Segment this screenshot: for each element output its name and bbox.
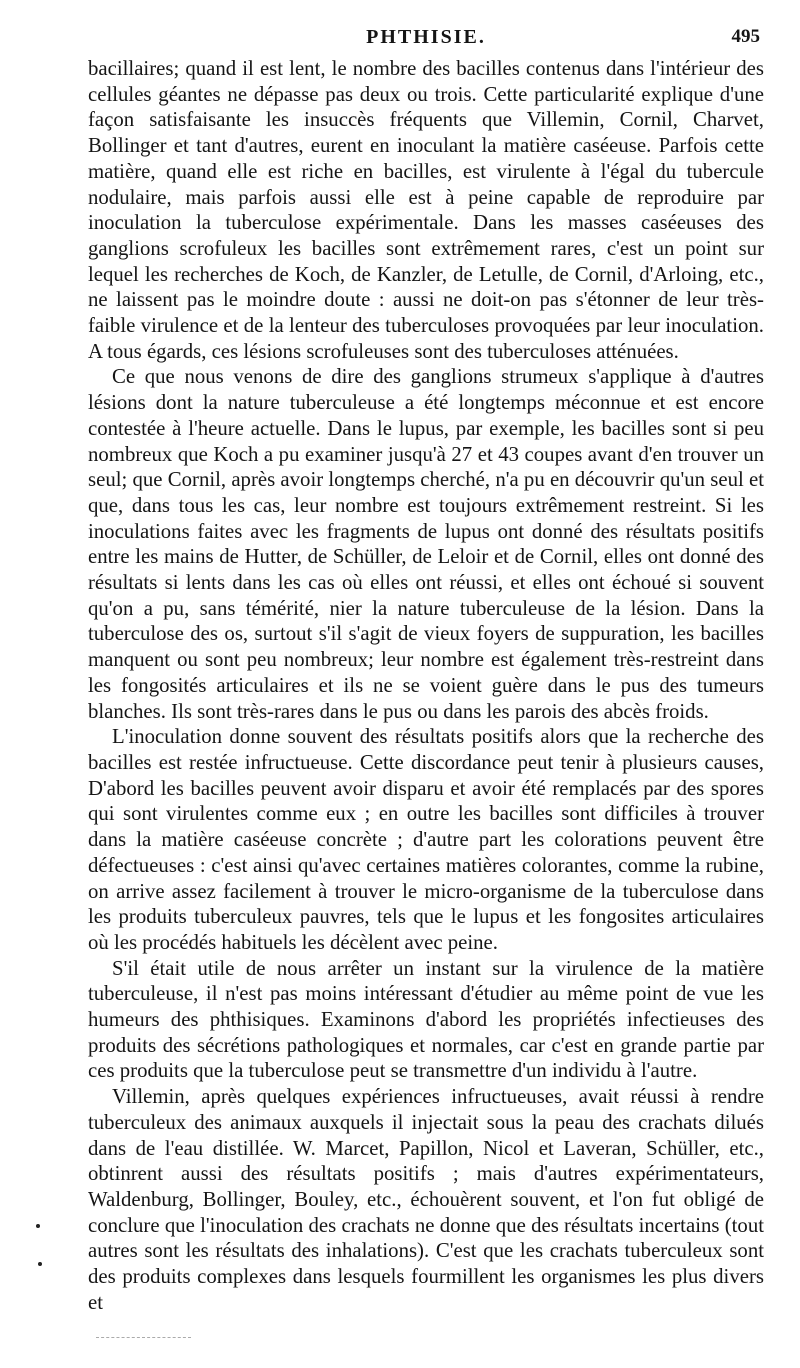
page-number: 495 (731, 26, 760, 47)
running-title: PHTHISIE. (366, 26, 486, 48)
page-edge-mark (96, 1337, 191, 1338)
margin-speck (36, 1224, 40, 1228)
paragraph: S'il était utile de nous arrêter un instant sur la virulence de la matière tuberculeuse, il n'est pas moins intéressant d'étudier au même point de vue les humeurs des phthisiques. Examinons d'abord les propriétés infectieuses des produits des sécrétions pathologiques et normales, car c'est en grande partie par ces produits que la tuberculose peut se transmettre d'un individu à l'autre. (88, 956, 764, 1083)
paragraph: L'inoculation donne souvent des résultats positifs alors que la recherche des bacilles est restée infructueuse. Cette discordance peut tenir à plusieurs causes, D'abord les bacilles peuvent avoir disparu et avoir été remplacés par des spores qui sont virulentes comme eux ; en outre les bacilles sont difficiles à trouver dans la matière caséeuse concrète ; d'autre part les colorations peuvent être défectueuses : c'est ainsi qu'avec certaines matières colorantes, comme la rubine, on arrive assez facilement à trouver le micro-organisme de la tuberculose dans les produits tuberculeux pauvres, tels que le lupus et les fongosites articulaires où les procédés habituels les décèlent avec peine. (88, 725, 764, 954)
running-head (88, 26, 764, 52)
paragraph: Ce que nous venons de dire des ganglions strumeux s'applique à d'autres lésions dont la nature tuberculeuse a été longtemps méconnue et est encore contestée à l'heure actuelle. Dans le lupus, par exemple, les bacilles sont si peu nombreux que Koch a pu examiner jusqu'à 27 et 43 coupes avant d'en trouver un seul; que Cornil, après avoir longtemps cherché, n'a pu en découvrir qu'un seul et que, dans tous les cas, leur nombre est toujours extrêmement restreint. Si les inoculations faites avec les fragments de lupus ont donné des résultats positifs entre les mains de Hutter, de Schüller, de Leloir et de Cornil, elles ont donné des résultats si lents dans les cas où elles ont réussi, et elles ont échoué si souvent qu'on a pu, sans témérité, nier la nature tuberculeuse de la lésion. Dans la tuberculose des os, surtout s'il s'agit de vieux foyers de suppuration, les bacilles manquent ou sont peu nombreux; leur nombre est également très-restreint dans les fongosités articulaires et ils ne se voient guère dans le pus des tumeurs blanches. Ils sont très-rares dans le pus ou dans les parois des abcès froids. (88, 365, 764, 723)
body-text (88, 56, 764, 1315)
paragraph: Villemin, après quelques expériences infructueuses, avait réussi à rendre tuberculeux des animaux auxquels il injectait sous la peau des crachats dilués dans de l'eau distillée. W. Marcet, Papillon, Nicol et Laveran, Schüller, etc., obtinrent aussi des résultats positifs ; mais d'autres expérimentateurs, Waldenburg, Bollinger, Bouley, etc., échouèrent souvent, et l'on fut obligé de conclure que l'inoculation des crachats ne donne que des résultats incertains (tout autres sont les résultats des inhalations). C'est que les crachats tuberculeux sont des produits complexes dans lesquels fourmillent les organismes les plus divers et (88, 1085, 764, 1314)
margin-speck (38, 1262, 42, 1266)
paragraph-continued: bacillaires; quand il est lent, le nombre des bacilles contenus dans l'intérieur des cellules géantes ne dépasse pas deux ou trois. Cette particularité explique d'une façon satisfaisante les insuccès fréquents que Villemin, Cornil, Charvet, Bollinger et tant d'autres, eurent en inoculant la matière caséeuse. Parfois cette matière, quand elle est riche en bacilles, est virulente à l'égal du tubercule nodulaire, mais parfois aussi elle est à peine capable de reproduire par inoculation la tuberculose expérimentale. Dans les masses caséeuses des ganglions scrofuleux les bacilles sont extrêmement rares, c'est un point sur lequel les recherches de Koch, de Kanzler, de Letulle, de Cornil, d'Arloing, etc., ne laissent pas le moindre doute : aussi ne doit-on pas s'étonner de leur très-faible virulence et de la lenteur des tuberculoses provoquées par leur inoculation. A tous égards, ces lésions scrofuleuses sont des tuberculoses atténuées. (88, 57, 764, 363)
